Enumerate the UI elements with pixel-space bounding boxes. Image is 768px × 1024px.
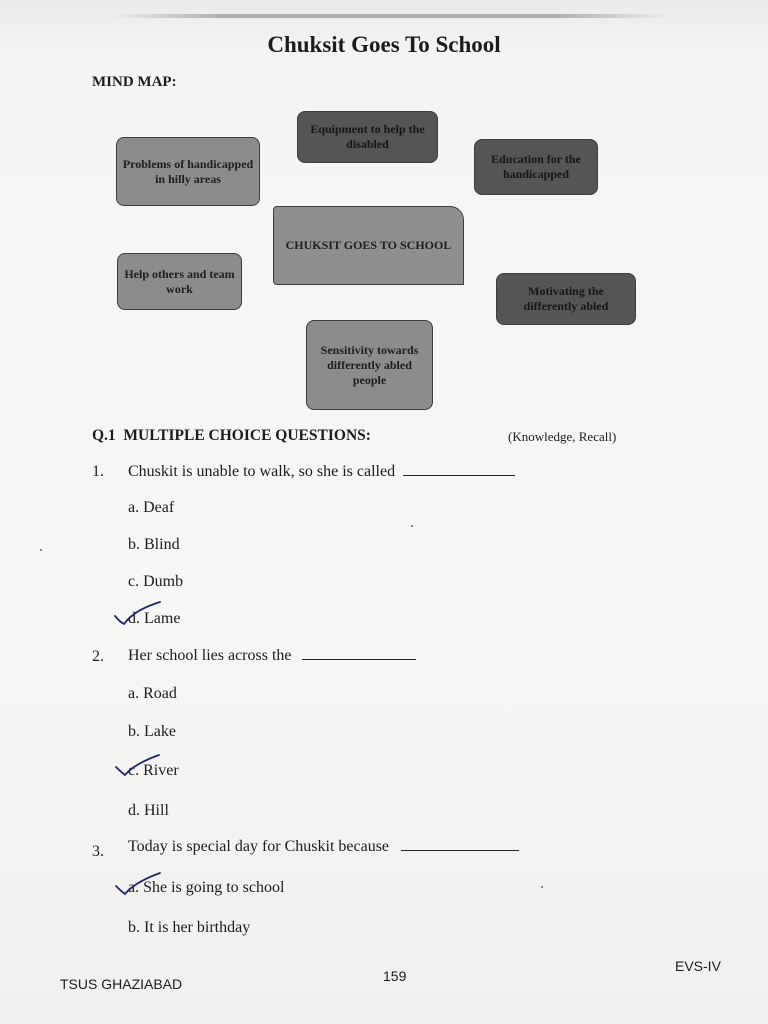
page-title: Chuksit Goes To School	[267, 32, 501, 57]
footer-subject: EVS-IV	[675, 958, 721, 974]
page-top-shadow	[110, 14, 670, 18]
mind-map-heading: MIND MAP:	[92, 74, 177, 90]
question-number: 3.	[92, 843, 104, 860]
footer-page-number: 159	[383, 968, 407, 984]
option: b. It is her birthday	[128, 919, 251, 936]
mindmap-node-education: Education for the handicapped	[474, 139, 598, 195]
option: a. She is going to school	[128, 879, 285, 896]
mindmap-node-sensitivity: Sensitivity towards differently abled people	[306, 320, 433, 410]
question-number: 2.	[92, 648, 104, 665]
option: a. Deaf	[128, 499, 175, 516]
section-tag: (Knowledge, Recall)	[508, 429, 617, 444]
mindmap-node-help: Help others and team work	[117, 253, 242, 310]
mindmap-node-equipment: Equipment to help the disabled	[297, 111, 438, 163]
mindmap-node-problems: Problems of handicapped in hilly areas	[116, 137, 260, 206]
answer-blank	[403, 463, 515, 476]
option: b. Blind	[128, 536, 180, 553]
question-text	[128, 647, 416, 665]
option: c. River	[128, 762, 179, 779]
section-heading: Q.1 MULTIPLE CHOICE QUESTIONS:	[92, 427, 371, 444]
option: b. Lake	[128, 723, 176, 740]
mindmap-center-node: CHUKSIT GOES TO SCHOOL	[273, 206, 464, 285]
option: c. Dumb	[128, 573, 184, 590]
question-text-label: Today is special day for Chuskit because	[128, 838, 390, 855]
question-text-label: Her school lies across the	[128, 647, 292, 664]
question-text	[128, 838, 519, 856]
paper-speck	[411, 525, 413, 527]
footer-school-name: TSUS GHAZIABAD	[60, 976, 183, 992]
paper-speck	[40, 549, 42, 551]
option: a. Road	[128, 685, 177, 702]
answer-blank	[302, 647, 416, 660]
question-number: 1.	[92, 463, 104, 480]
question-text	[128, 463, 515, 481]
answer-blank	[401, 838, 519, 851]
option: d. Hill	[128, 802, 169, 819]
paper-speck	[541, 886, 543, 888]
mindmap-node-motivating: Motivating the differently abled	[496, 273, 636, 325]
question-text-label: Chuskit is unable to walk, so she is called	[128, 463, 396, 480]
option: d. Lame	[128, 610, 181, 627]
